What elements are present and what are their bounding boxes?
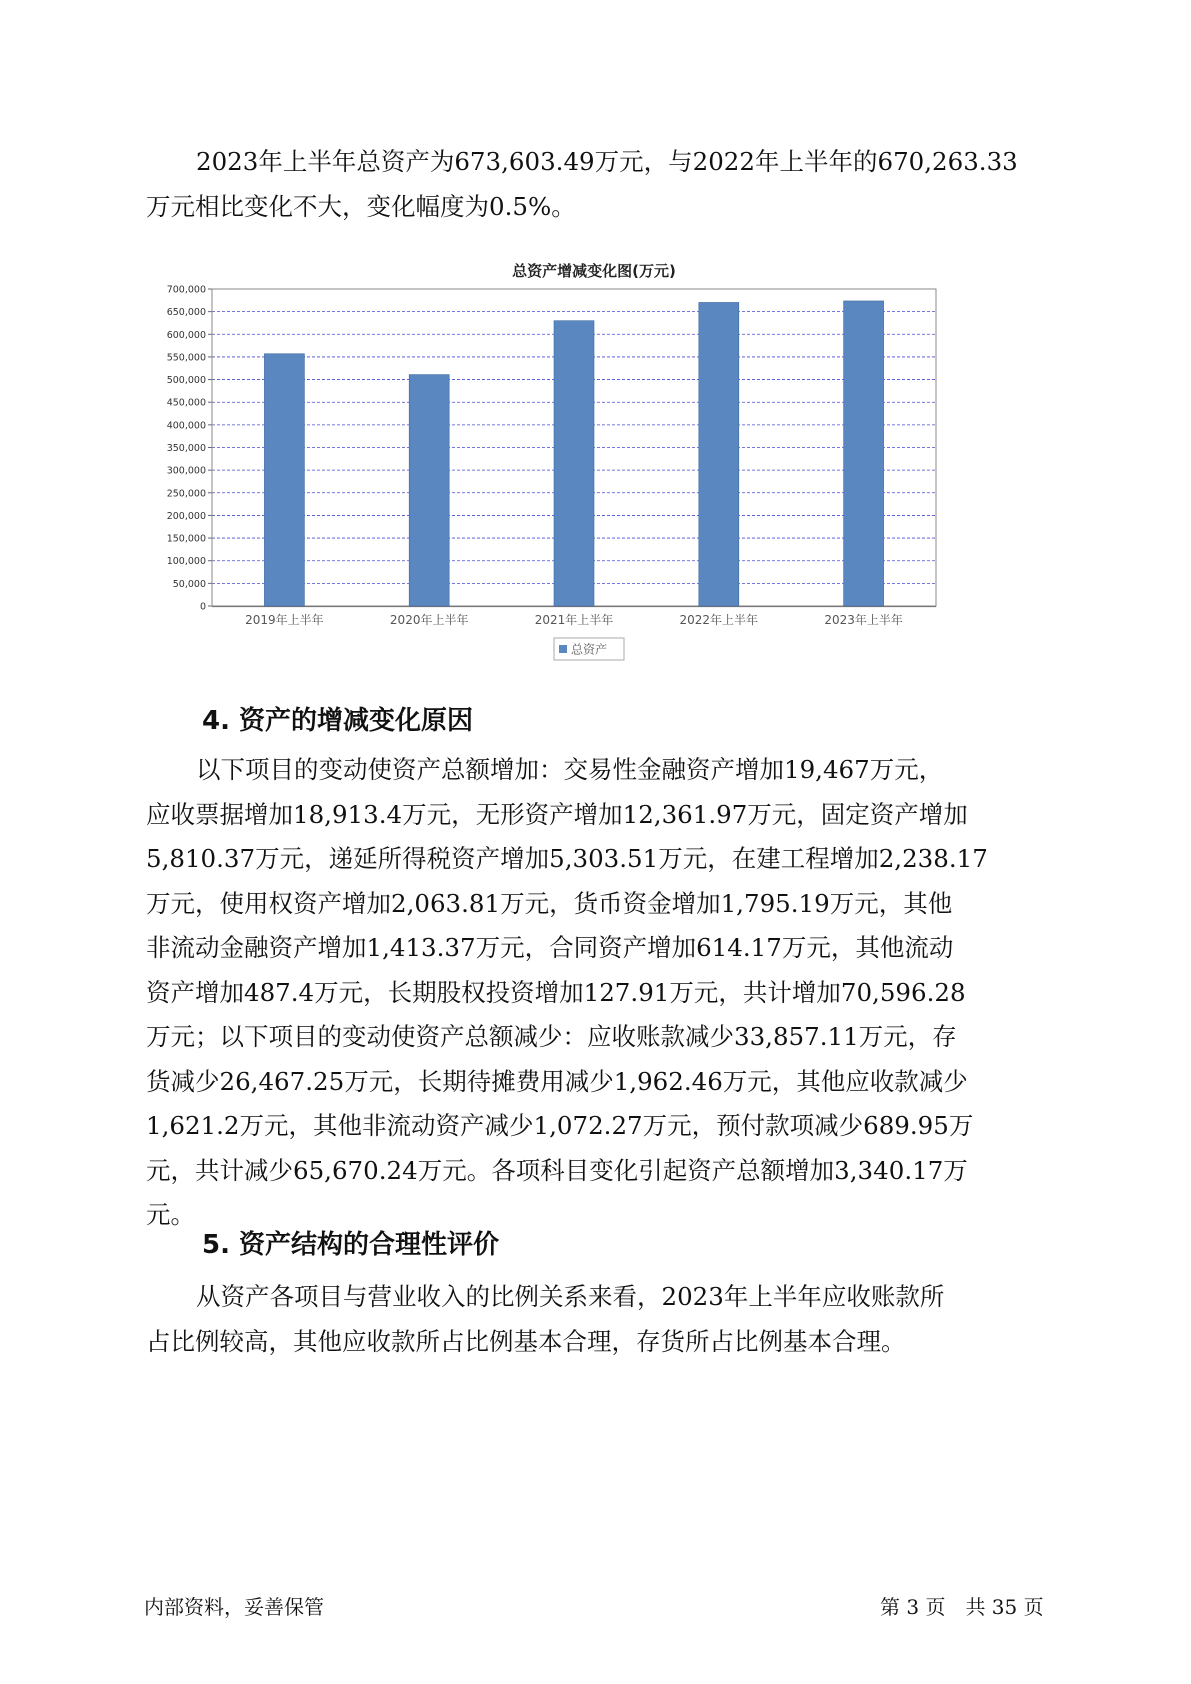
intro-line-1: 2023年上半年总资产为673,603.49万元，与2022年上半年的670,263.33	[196, 147, 1018, 176]
y-tick-label: 50,000	[172, 578, 206, 590]
y-tick-label: 150,000	[166, 533, 206, 545]
section4-line: 1,621.2万元，其他非流动资产减少1,072.27万元，预付款项减少689.95万	[146, 1111, 974, 1140]
y-tick-label: 550,000	[166, 352, 206, 364]
legend-swatch	[559, 645, 567, 653]
section5-paragraph	[146, 1275, 1046, 1364]
bar	[554, 321, 594, 606]
footer-page-number: 第 3 页 共 35 页	[880, 1595, 1044, 1619]
section4-line: 资产增加487.4万元，长期股权投资增加127.91万元，共计增加70,596.28	[146, 977, 966, 1007]
section5-line: 占比例较高，其他应收款所占比例基本合理，存货所占比例基本合理。	[146, 1326, 906, 1356]
section5-heading: 5. 资产结构的合理性评价	[202, 1230, 500, 1260]
bar	[844, 301, 884, 606]
y-tick-label: 650,000	[166, 307, 206, 319]
chart-title: 总资产增减变化图(万元)	[512, 262, 676, 280]
x-tick-label: 2022年上半年	[679, 613, 759, 627]
bar	[699, 302, 739, 606]
y-tick-label: 100,000	[166, 556, 206, 568]
bar	[409, 375, 449, 606]
section4-line: 以下项目的变动使资产总额增加：交易性金融资产增加19,467万元，	[196, 755, 944, 784]
section4-line: 万元，使用权资产增加2,063.81万元，货币资金增加1,795.19万元，其他	[146, 888, 953, 918]
y-tick-label: 250,000	[166, 488, 206, 500]
x-tick-label: 2019年上半年	[245, 613, 324, 627]
section4-line: 元，共计减少65,670.24万元。各项科目变化引起资产总额增加3,340.17万	[146, 1155, 968, 1185]
section4-line: 元。	[146, 1200, 195, 1229]
y-tick-label: 0	[199, 601, 206, 613]
y-tick-label: 300,000	[166, 465, 206, 477]
footer-left-note: 内部资料，妥善保管	[144, 1595, 324, 1619]
x-tick-label: 2020年上半年	[389, 613, 469, 627]
y-tick-label: 500,000	[166, 375, 206, 387]
intro-paragraph	[146, 140, 1046, 229]
y-tick-label: 450,000	[166, 397, 206, 409]
x-tick-label: 2021年上半年	[534, 613, 614, 627]
intro-line-2: 万元相比变化不大，变化幅度为0.5%。	[146, 191, 576, 221]
bar	[264, 354, 304, 606]
y-tick-label: 600,000	[166, 329, 206, 341]
section4-line: 万元；以下项目的变动使资产总额减少：应收账款减少33,857.11万元，存	[146, 1022, 957, 1051]
y-tick-label: 400,000	[166, 420, 206, 432]
total-assets-bar-chart	[150, 260, 950, 670]
y-tick-label: 200,000	[166, 510, 206, 522]
x-tick-label: 2023年上半年	[824, 613, 903, 627]
section4-heading: 4. 资产的增减变化原因	[202, 706, 474, 736]
section4-line: 货减少26,467.25万元，长期待摊费用减少1,962.46万元，其他应收款减少	[146, 1066, 968, 1096]
legend-label: 总资产	[571, 642, 608, 657]
section4-line: 5,810.37万元，递延所得税资产增加5,303.51万元，在建工程增加2,238.17	[146, 844, 988, 873]
section4-paragraph	[146, 748, 1046, 1238]
y-tick-label: 700,000	[166, 284, 206, 296]
section4-line: 应收票据增加18,913.4万元，无形资产增加12,361.97万元，固定资产增加	[146, 799, 968, 829]
section5-line: 从资产各项目与营业收入的比例关系来看，2023年上半年应收账款所	[196, 1282, 945, 1311]
y-tick-label: 350,000	[166, 443, 206, 454]
section4-line: 非流动金融资产增加1,413.37万元，合同资产增加614.17万元，其他流动	[146, 933, 954, 962]
